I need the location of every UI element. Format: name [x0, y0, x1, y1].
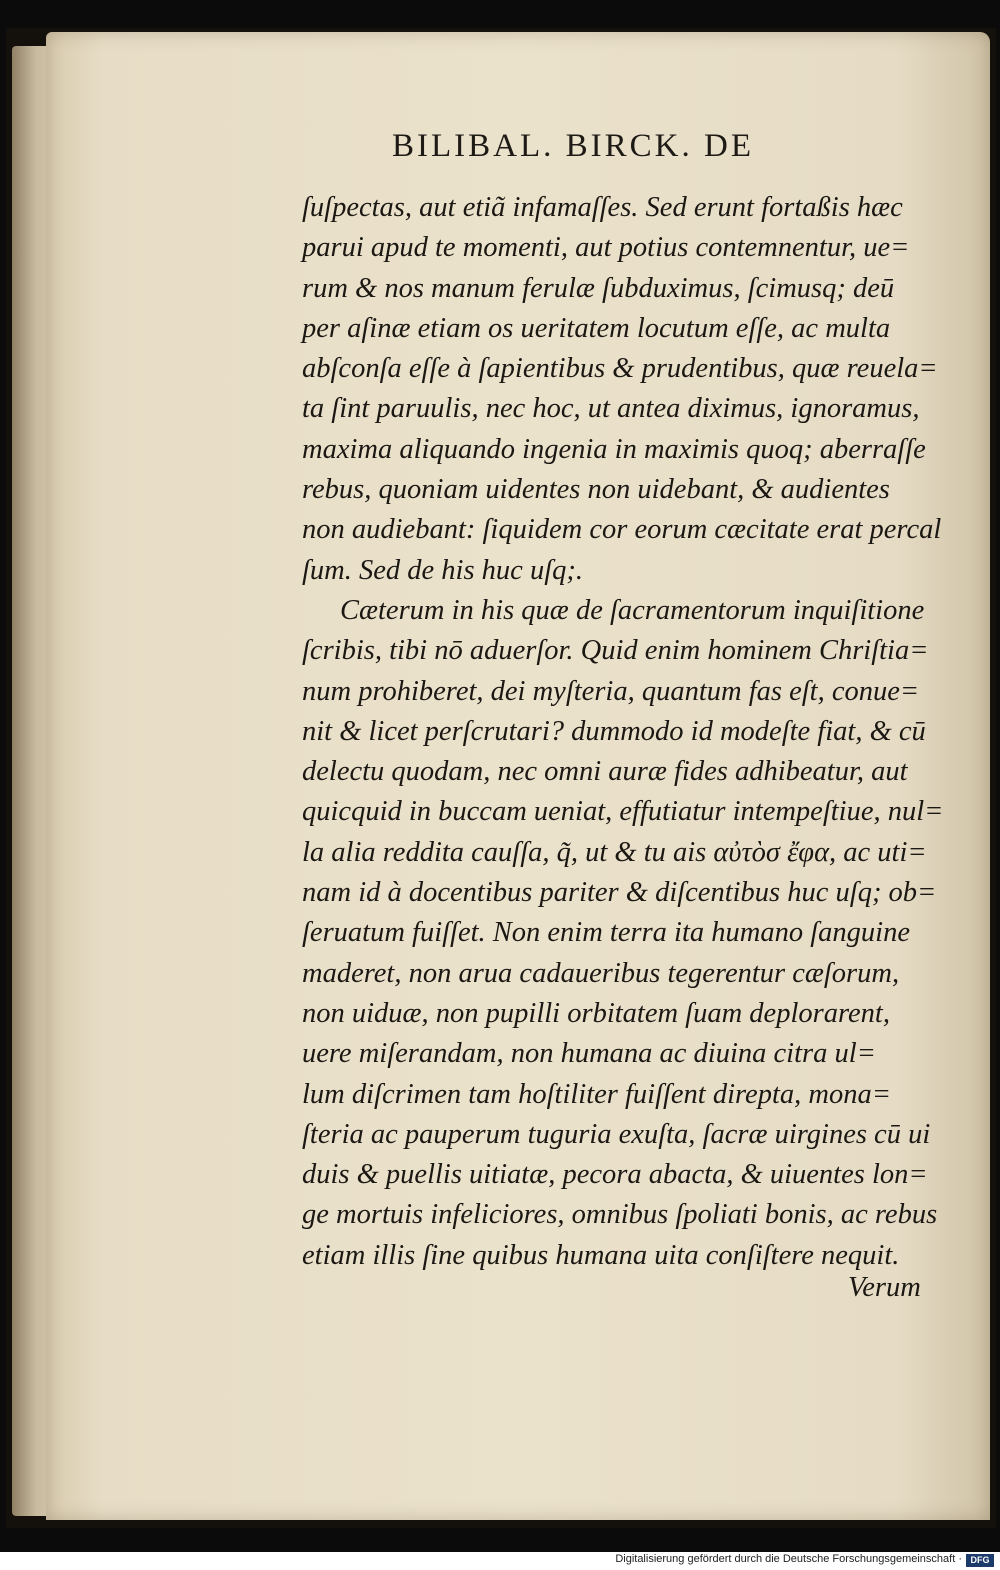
text-line: rum & nos manum ferulæ ſubduximus, ſcimusq; deū [302, 272, 895, 304]
text-line: lum diſcrimen tam hoſtiliter fuiſſent direpta, mona= [302, 1078, 891, 1110]
text-line: ſeruatum fuiſſet. Non enim terra ita humano ſanguine [302, 917, 910, 949]
text-line: ta ſint paruulis, nec hoc, ut antea diximus, ignoramus, [302, 393, 920, 425]
text-line: etiam illis ſine quibus humana uita conſiſtere nequit. [302, 1239, 900, 1271]
dfg-logo-icon: DFG [966, 1554, 994, 1567]
text-line: maderet, non arua cadaueribus tegerentur cæſorum, [302, 957, 900, 989]
text-line: ge mortuis infeliciores, omnibus ſpoliati bonis, ac rebus [302, 1199, 938, 1231]
text-line: ſum. Sed de his huc uſq;. [302, 554, 583, 586]
text-line: ſuſpectas, aut etiã infamaſſes. Sed erunt fortaßis hæc [302, 192, 903, 223]
text-line: delectu quodam, nec omni auræ fides adhibeatur, aut [302, 756, 908, 788]
catchword: Verum [848, 1272, 921, 1303]
text-block [302, 188, 944, 1276]
text-line: non uiduæ, non pupilli orbitatem ſuam deplorarent, [302, 997, 890, 1029]
text-line: non audiebant: ſiquidem cor eorum cæcitate erat percal [302, 514, 942, 546]
text-line: maxima aliquando ingenia in maximis quoq; aberraſſe [302, 433, 926, 465]
text-line: quicquid in buccam ueniat, effutiatur intempeſtiue, nul= [302, 796, 944, 828]
text-line: la alia reddita cauſſa, q̃, ut & tu ais αὐτὸσ ἔφα, ac uti= [302, 836, 927, 868]
footer-credit: Digitalisierung gefördert durch die Deutsche Forschungsgemeinschaft · [615, 1553, 962, 1565]
text-line: ſcribis, tibi nō aduerſor. Quid enim hominem Chriſtia= [302, 635, 929, 667]
text-line: uere miſerandam, non humana ac diuina citra ul= [302, 1038, 876, 1070]
text-line: nam id à docentibus pariter & diſcentibus huc uſq; ob= [302, 877, 937, 909]
text-line: rebus, quoniam uidentes non uidebant, & audientes [302, 474, 890, 506]
text-line: duis & puellis uitiatæ, pecora abacta, & uiuentes lon= [302, 1159, 928, 1191]
text-line: num prohiberet, dei myſteria, quantum fas eſt, conue= [302, 675, 920, 707]
running-head: BILIBAL. BIRCK. DE [392, 128, 754, 164]
text-line: nit & licet perſcrutari? dummodo id modeſte fiat, & cū [302, 715, 926, 747]
text-line-paragraph-start: Cæterum in his quæ de ſacramentorum inquiſitione [340, 594, 925, 626]
text-line: per aſinæ etiam os ueritatem locutum eſſe, ac multa [302, 312, 891, 344]
text-line: ſteria ac pauperum tuguria exuſta, ſacræ uirgines cū ui [302, 1118, 931, 1150]
text-line: abſconſa eſſe à ſapientibus & prudentibus, quæ reuela= [302, 353, 938, 385]
text-line: parui apud te momenti, aut potius contemnentur, ue= [302, 232, 910, 264]
